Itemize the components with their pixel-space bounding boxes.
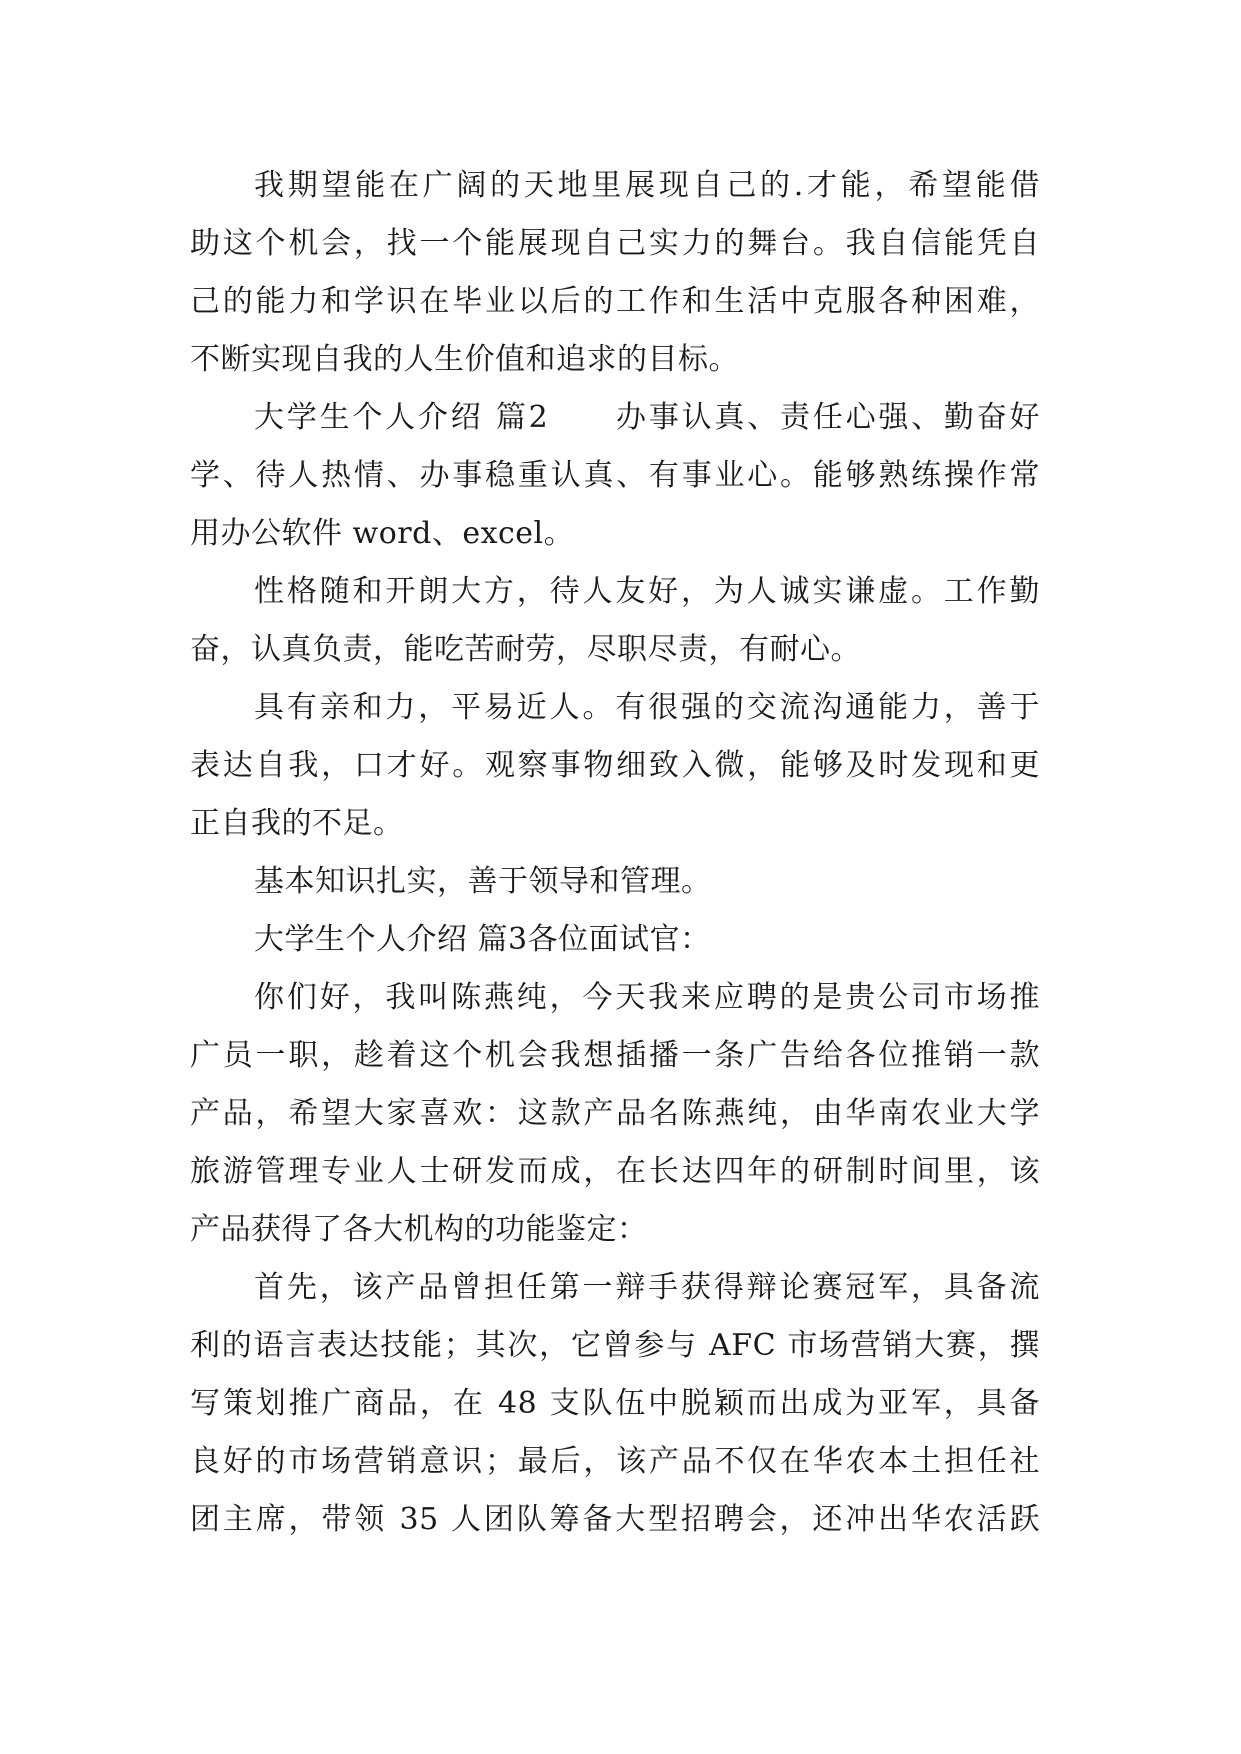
text-line: 己的能力和学识在毕业以后的工作和生活中克服各种困难， — [190, 284, 1040, 319]
section-heading-line: 大学生个人介绍 篇2 办事认真、责任心强、勤奋好 — [254, 400, 1040, 435]
text-line: 正自我的不足。 — [190, 806, 404, 841]
text-line: 产品，希望大家喜欢：这款产品名陈燕纯，由华南农业大学 — [190, 1096, 1040, 1131]
text-line: 写策划推广商品，在 48 支队伍中脱颖而出成为亚军，具备 — [190, 1386, 1040, 1421]
text-line: 性格随和开朗大方，待人友好，为人诚实谦虚。工作勤 — [254, 574, 1040, 609]
section-heading-line: 大学生个人介绍 篇3各位面试官： — [254, 922, 711, 957]
text-line: 不断实现自我的人生价值和追求的目标。 — [190, 342, 739, 377]
text-line: 我期望能在广阔的天地里展现自己的.才能，希望能借 — [254, 168, 1040, 203]
text-line: 助这个机会，找一个能展现自己实力的舞台。我自信能凭自 — [190, 226, 1040, 261]
text-line: 团主席，带领 35 人团队筹备大型招聘会，还冲出华农活跃 — [190, 1502, 1040, 1537]
text-line: 产品获得了各大机构的功能鉴定： — [190, 1212, 648, 1247]
text-line: 旅游管理专业人士研发而成，在长达四年的研制时间里，该 — [190, 1154, 1040, 1189]
text-line: 具有亲和力，平易近人。有很强的交流沟通能力，善于 — [254, 690, 1040, 725]
text-line: 基本知识扎实，善于领导和管理。 — [254, 864, 712, 899]
text-line: 广员一职，趁着这个机会我想插播一条广告给各位推销一款 — [190, 1038, 1040, 1073]
text-line: 用办公软件 word、excel。 — [190, 516, 575, 551]
text-line: 表达自我，口才好。观察事物细致入微，能够及时发现和更 — [190, 748, 1040, 783]
text-line: 首先，该产品曾担任第一辩手获得辩论赛冠军，具备流 — [254, 1270, 1040, 1305]
text-line: 利的语言表达技能；其次，它曾参与 AFC 市场营销大赛，撰 — [190, 1328, 1040, 1363]
text-line: 学、待人热情、办事稳重认真、有事业心。能够熟练操作常 — [190, 458, 1040, 493]
text-line: 奋，认真负责，能吃苦耐劳，尽职尽责，有耐心。 — [190, 632, 861, 667]
text-line: 你们好，我叫陈燕纯，今天我来应聘的是贵公司市场推 — [254, 980, 1040, 1015]
text-line: 良好的市场营销意识；最后，该产品不仅在华农本土担任社 — [190, 1444, 1040, 1479]
